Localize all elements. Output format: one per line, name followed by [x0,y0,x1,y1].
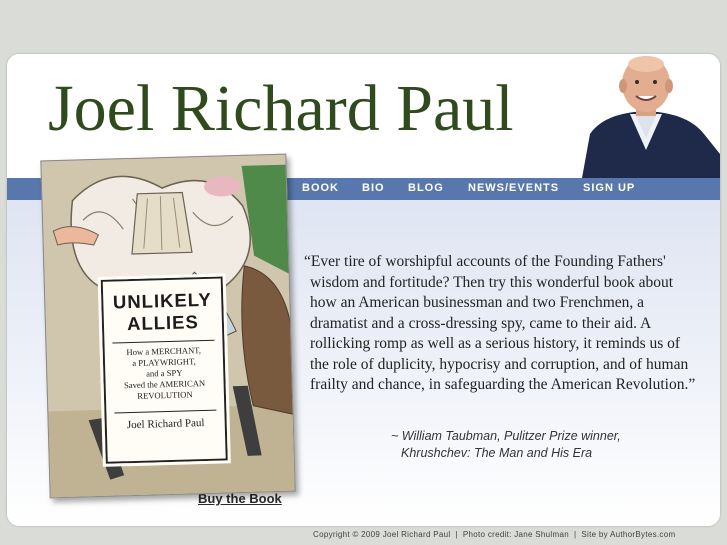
book-title-line1: UNLIKELY [112,288,212,313]
book-subtitle-line4: Saved the AMERICAN [123,377,206,391]
site-title: Joel Richard Paul [48,72,514,145]
footer-separator: | [573,530,577,539]
book-title-label [101,276,228,463]
book-author: Joel Richard Paul [114,410,216,432]
book-subtitle-line1: How a MERCHANT, [126,345,202,358]
book-cover[interactable] [40,154,295,499]
book-subtitle-line2: a PLAYWRIGHT, [132,356,196,369]
book-subtitle-line5: REVOLUTION [137,389,193,401]
author-photo [572,54,720,178]
book-title-rule [112,340,214,344]
book-title-line2: ALLIES [126,311,200,335]
footer-photo-credit: Photo credit: Jane Shulman [462,530,569,539]
buy-book-link[interactable]: Buy the Book [198,491,282,506]
footer [313,530,675,539]
nav-item-news-events[interactable]: NEWS/EVENTS [468,182,560,194]
footer-copyright: Copyright © 2009 Joel Richard Paul [313,530,451,539]
attribution-author: ~ William Taubman, Pulitzer Prize winner, [391,429,621,443]
nav-item-book[interactable]: BOOK [302,182,339,194]
footer-separator: | [455,530,458,539]
book-subtitle-line3: and a SPY [146,367,183,379]
nav-item-blog[interactable]: BLOG [408,182,444,194]
nav-item-sign-up[interactable]: SIGN UP [583,182,636,194]
footer-site-by-link[interactable]: Site by AuthorBytes.com [581,530,676,539]
book-title [103,289,222,336]
attribution-book: Khrushchev: The Man and His Era [401,446,593,460]
review-quote: “Ever tire of worshipful accounts of the Founding Fathers' wisdom and fortitude? Then try this wonderful book about how an American businessman and two Frenchmen, a dramatist and a cross-dressing spy, came to their aid. A rollicking romp as well as a serious history, it reminds us of the role of duplicity, hypocrisy and corruption, and of human frailty and chance, in safeguarding the American Revolution.” [304,253,696,393]
book-subtitle [105,344,224,402]
review-attribution [391,428,691,462]
nav-item-bio[interactable]: BIO [362,182,385,194]
